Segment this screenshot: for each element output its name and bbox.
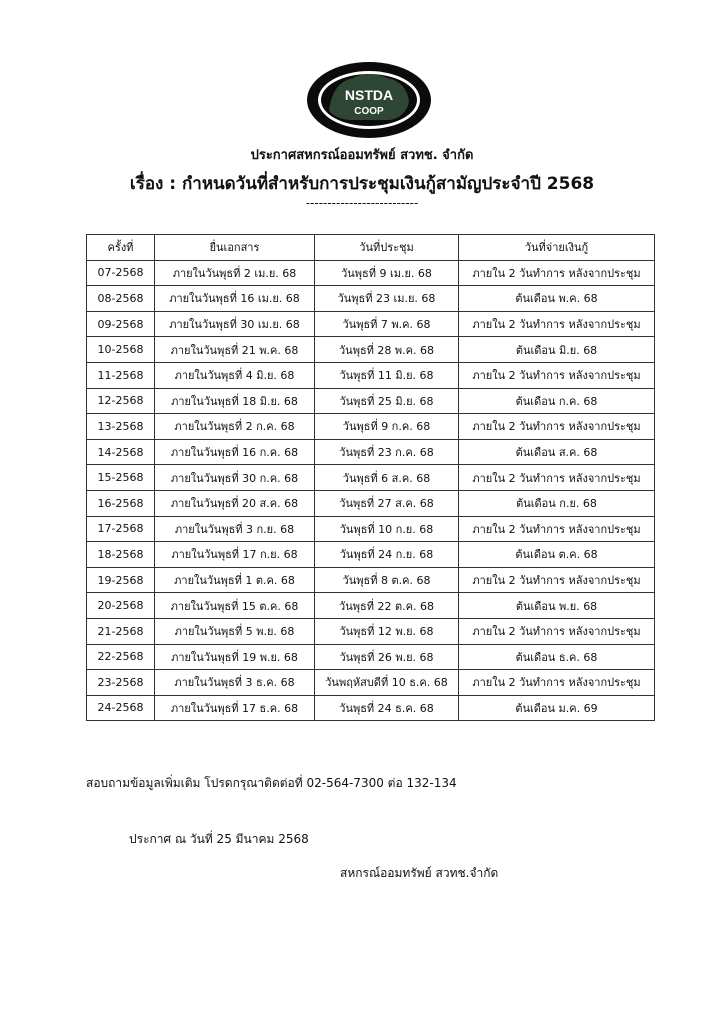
document-subject: เรื่อง : กำหนดวันที่สำหรับการประชุมเงินกู้สามัญประจำปี 2568 bbox=[129, 174, 595, 194]
table-row bbox=[87, 490, 655, 516]
cell-payout-date: ต้นเดือน ต.ค. 68 bbox=[459, 542, 655, 568]
cell-payout-date: ต้นเดือน ก.ย. 68 bbox=[459, 490, 655, 516]
cell-payout-date: ภายใน 2 วันทำการ หลังจากประชุม bbox=[459, 516, 655, 542]
table-row bbox=[87, 465, 655, 491]
cell-meeting-date: วันพุธที่ 24 ธ.ค. 68 bbox=[315, 695, 459, 721]
cell-submit-docs: ภายในวันพุธที่ 16 เม.ย. 68 bbox=[155, 286, 315, 312]
table-row bbox=[87, 311, 655, 337]
meeting-schedule-table bbox=[86, 234, 655, 721]
contact-info: สอบถามข้อมูลเพิ่มเติม โปรดกรุณาติดต่อที่ 02-564-7300 ต่อ 132-134 bbox=[86, 776, 457, 790]
cell-payout-date: ภายใน 2 วันทำการ หลังจากประชุม bbox=[459, 414, 655, 440]
cell-payout-date: ต้นเดือน พ.ย. 68 bbox=[459, 593, 655, 619]
cell-submit-docs: ภายในวันพุธที่ 3 ก.ย. 68 bbox=[155, 516, 315, 542]
cell-submit-docs: ภายในวันพุธที่ 30 เม.ย. 68 bbox=[155, 311, 315, 337]
table-row bbox=[87, 516, 655, 542]
cell-round: 16-2568 bbox=[87, 490, 155, 516]
cell-payout-date: ภายใน 2 วันทำการ หลังจากประชุม bbox=[459, 311, 655, 337]
cell-round: 09-2568 bbox=[87, 311, 155, 337]
table-row bbox=[87, 337, 655, 363]
cell-meeting-date: วันพุธที่ 9 ก.ค. 68 bbox=[315, 414, 459, 440]
cell-payout-date: ภายใน 2 วันทำการ หลังจากประชุม bbox=[459, 465, 655, 491]
logo-main-text: NSTDA bbox=[344, 87, 394, 103]
cell-round: 10-2568 bbox=[87, 337, 155, 363]
cell-round: 22-2568 bbox=[87, 644, 155, 670]
cell-payout-date: ต้นเดือน ม.ค. 69 bbox=[459, 695, 655, 721]
cell-payout-date: ต้นเดือน ส.ค. 68 bbox=[459, 439, 655, 465]
cell-meeting-date: วันพุธที่ 23 ก.ค. 68 bbox=[315, 439, 459, 465]
logo-emblem bbox=[305, 60, 433, 140]
cell-payout-date: ภายใน 2 วันทำการ หลังจากประชุม bbox=[459, 670, 655, 696]
table-row bbox=[87, 362, 655, 388]
announcer-title: ประกาศสหกรณ์ออมทรัพย์ สวทช. จำกัด bbox=[250, 148, 474, 163]
cell-submit-docs: ภายในวันพุธที่ 3 ธ.ค. 68 bbox=[155, 670, 315, 696]
cell-payout-date: ต้นเดือน พ.ค. 68 bbox=[459, 286, 655, 312]
cell-payout-date: ภายใน 2 วันทำการ หลังจากประชุม bbox=[459, 618, 655, 644]
cell-submit-docs: ภายในวันพุธที่ 19 พ.ย. 68 bbox=[155, 644, 315, 670]
nstda-coop-logo bbox=[305, 60, 433, 140]
header-submit-docs: ยื่นเอกสาร bbox=[155, 235, 315, 261]
cell-submit-docs: ภายในวันพุธที่ 17 ก.ย. 68 bbox=[155, 542, 315, 568]
cell-round: 11-2568 bbox=[87, 362, 155, 388]
cell-round: 14-2568 bbox=[87, 439, 155, 465]
cell-submit-docs: ภายในวันพุธที่ 4 มิ.ย. 68 bbox=[155, 362, 315, 388]
cell-payout-date: ภายใน 2 วันทำการ หลังจากประชุม bbox=[459, 362, 655, 388]
table-body bbox=[87, 260, 655, 721]
table-row bbox=[87, 388, 655, 414]
cell-submit-docs: ภายในวันพุธที่ 2 เม.ย. 68 bbox=[155, 260, 315, 286]
table-row bbox=[87, 542, 655, 568]
cell-payout-date: ต้นเดือน มิ.ย. 68 bbox=[459, 337, 655, 363]
table-row bbox=[87, 644, 655, 670]
table-row bbox=[87, 414, 655, 440]
cell-meeting-date: วันพุธที่ 24 ก.ย. 68 bbox=[315, 542, 459, 568]
cell-round: 08-2568 bbox=[87, 286, 155, 312]
cell-submit-docs: ภายในวันพุธที่ 1 ต.ค. 68 bbox=[155, 567, 315, 593]
cell-meeting-date: วันพุธที่ 23 เม.ย. 68 bbox=[315, 286, 459, 312]
table-row bbox=[87, 260, 655, 286]
cell-payout-date: ต้นเดือน ก.ค. 68 bbox=[459, 388, 655, 414]
cell-payout-date: ภายใน 2 วันทำการ หลังจากประชุม bbox=[459, 567, 655, 593]
cell-round: 07-2568 bbox=[87, 260, 155, 286]
cell-submit-docs: ภายในวันพุธที่ 16 ก.ค. 68 bbox=[155, 439, 315, 465]
signature-org: สหกรณ์ออมทรัพย์ สวทช.จำกัด bbox=[340, 866, 499, 880]
cell-round: 21-2568 bbox=[87, 618, 155, 644]
cell-meeting-date: วันพุธที่ 10 ก.ย. 68 bbox=[315, 516, 459, 542]
announcement-date: ประกาศ ณ วันที่ 25 มีนาคม 2568 bbox=[129, 832, 309, 846]
cell-meeting-date: วันพุธที่ 9 เม.ย. 68 bbox=[315, 260, 459, 286]
header-payout-date: วันที่จ่ายเงินกู้ bbox=[459, 235, 655, 261]
cell-meeting-date: วันพุธที่ 8 ต.ค. 68 bbox=[315, 567, 459, 593]
cell-meeting-date: วันพุธที่ 6 ส.ค. 68 bbox=[315, 465, 459, 491]
cell-meeting-date: วันพฤหัสบดีที่ 10 ธ.ค. 68 bbox=[315, 670, 459, 696]
header-round: ครั้งที่ bbox=[87, 235, 155, 261]
cell-meeting-date: วันพุธที่ 26 พ.ย. 68 bbox=[315, 644, 459, 670]
cell-round: 20-2568 bbox=[87, 593, 155, 619]
cell-payout-date: ภายใน 2 วันทำการ หลังจากประชุม bbox=[459, 260, 655, 286]
table-row bbox=[87, 286, 655, 312]
cell-meeting-date: วันพุธที่ 25 มิ.ย. 68 bbox=[315, 388, 459, 414]
table-row bbox=[87, 439, 655, 465]
cell-meeting-date: วันพุธที่ 27 ส.ค. 68 bbox=[315, 490, 459, 516]
table-row bbox=[87, 670, 655, 696]
table-row bbox=[87, 567, 655, 593]
cell-submit-docs: ภายในวันพุธที่ 18 มิ.ย. 68 bbox=[155, 388, 315, 414]
cell-submit-docs: ภายในวันพุธที่ 5 พ.ย. 68 bbox=[155, 618, 315, 644]
cell-round: 19-2568 bbox=[87, 567, 155, 593]
cell-meeting-date: วันพุธที่ 12 พ.ย. 68 bbox=[315, 618, 459, 644]
cell-round: 12-2568 bbox=[87, 388, 155, 414]
logo-sub-text: COOP bbox=[354, 106, 384, 117]
cell-round: 18-2568 bbox=[87, 542, 155, 568]
cell-round: 15-2568 bbox=[87, 465, 155, 491]
cell-meeting-date: วันพุธที่ 28 พ.ค. 68 bbox=[315, 337, 459, 363]
header-meeting-date: วันที่ประชุม bbox=[315, 235, 459, 261]
table-header-row bbox=[87, 235, 655, 261]
cell-submit-docs: ภายในวันพุธที่ 15 ต.ค. 68 bbox=[155, 593, 315, 619]
cell-meeting-date: วันพุธที่ 22 ต.ค. 68 bbox=[315, 593, 459, 619]
cell-submit-docs: ภายในวันพุธที่ 17 ธ.ค. 68 bbox=[155, 695, 315, 721]
cell-submit-docs: ภายในวันพุธที่ 2 ก.ค. 68 bbox=[155, 414, 315, 440]
cell-round: 17-2568 bbox=[87, 516, 155, 542]
cell-submit-docs: ภายในวันพุธที่ 30 ก.ค. 68 bbox=[155, 465, 315, 491]
cell-round: 24-2568 bbox=[87, 695, 155, 721]
cell-meeting-date: วันพุธที่ 7 พ.ค. 68 bbox=[315, 311, 459, 337]
cell-payout-date: ต้นเดือน ธ.ค. 68 bbox=[459, 644, 655, 670]
table-row bbox=[87, 593, 655, 619]
cell-round: 23-2568 bbox=[87, 670, 155, 696]
title-divider: -------------------------- bbox=[305, 196, 419, 210]
cell-round: 13-2568 bbox=[87, 414, 155, 440]
table-row bbox=[87, 695, 655, 721]
cell-submit-docs: ภายในวันพุธที่ 21 พ.ค. 68 bbox=[155, 337, 315, 363]
table-row bbox=[87, 618, 655, 644]
cell-meeting-date: วันพุธที่ 11 มิ.ย. 68 bbox=[315, 362, 459, 388]
cell-submit-docs: ภายในวันพุธที่ 20 ส.ค. 68 bbox=[155, 490, 315, 516]
